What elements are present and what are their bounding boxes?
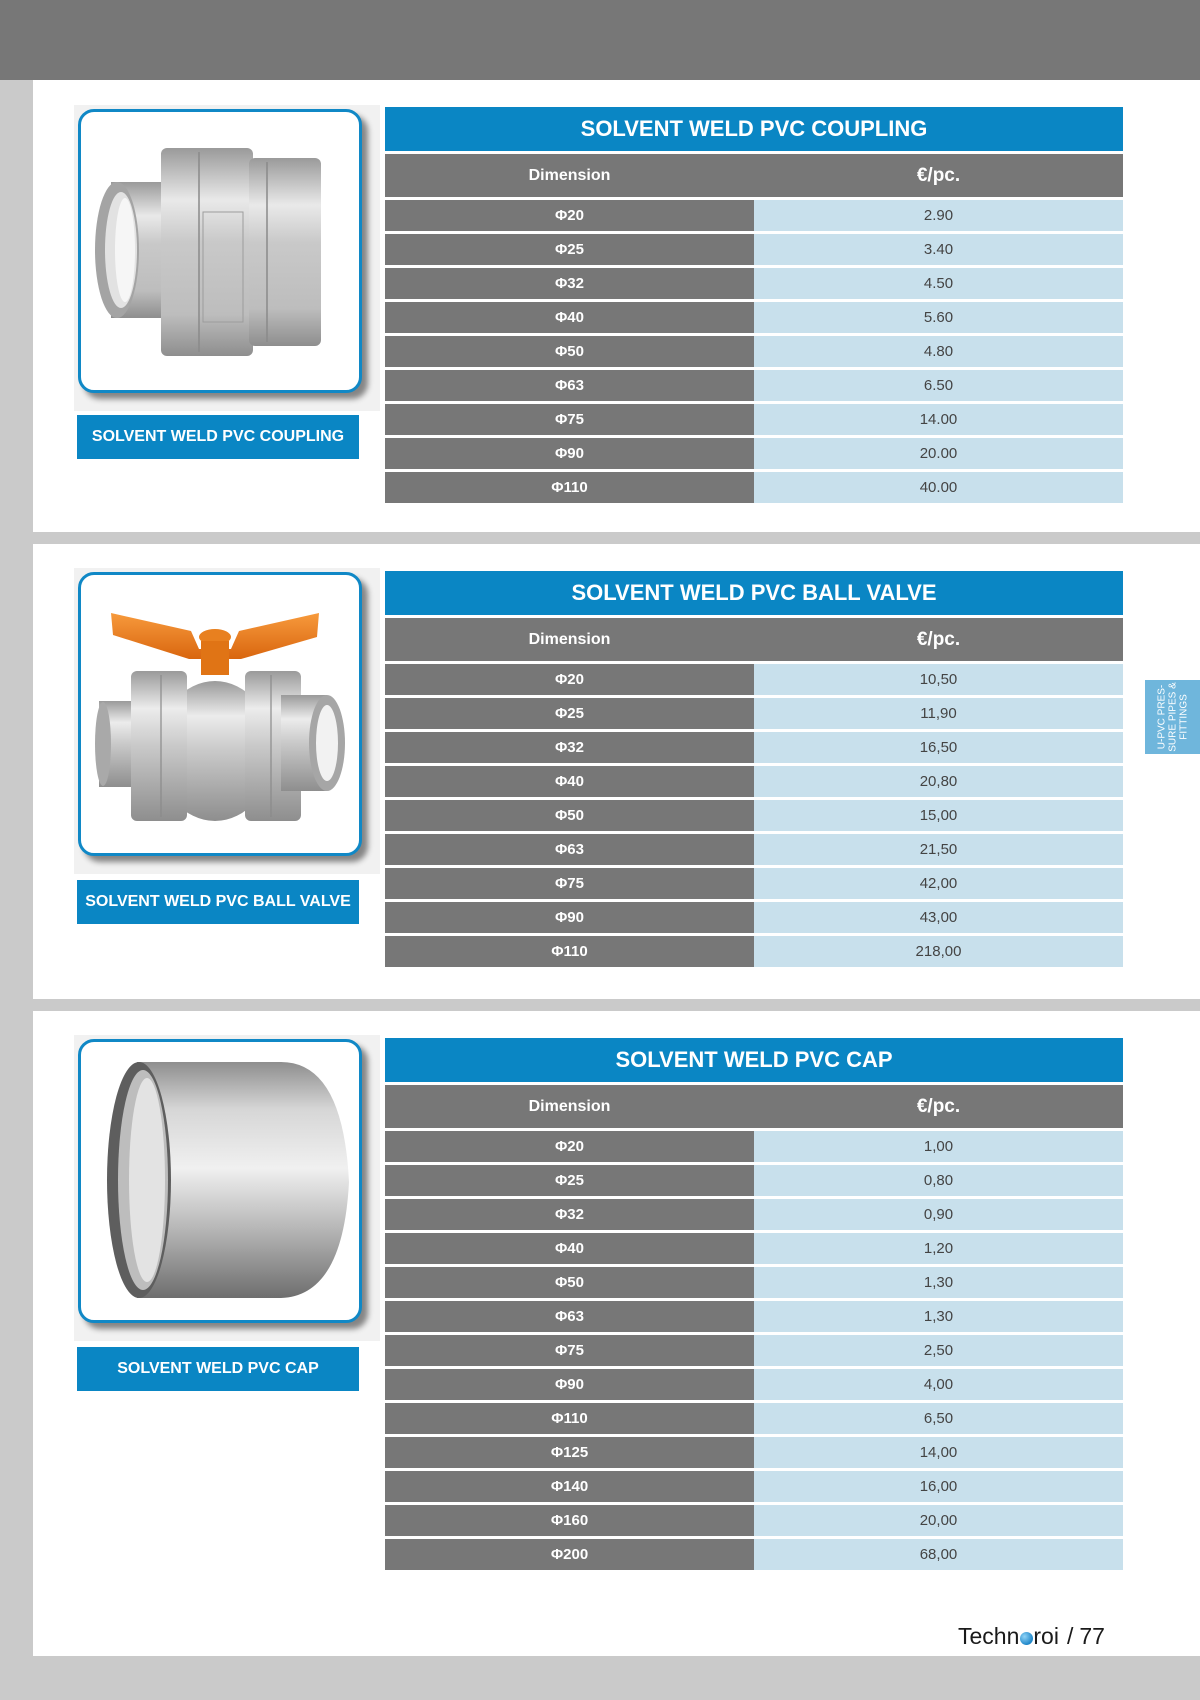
price-cell: 20,00	[754, 1505, 1123, 1536]
price-cell: 16,50	[754, 732, 1123, 763]
price-table-ball-valve	[385, 571, 1123, 970]
top-header-bar	[0, 0, 1200, 80]
table-row	[385, 732, 1123, 763]
table-row	[385, 268, 1123, 299]
price-cell: 42,00	[754, 868, 1123, 899]
table-row	[385, 336, 1123, 367]
table-row	[385, 438, 1123, 469]
dimension-cell: Φ32	[385, 1199, 754, 1230]
table-row	[385, 370, 1123, 401]
price-cell: 2.90	[754, 200, 1123, 231]
table-header-row	[385, 154, 1123, 197]
product-photo-frame	[74, 105, 380, 411]
price-cell: 11,90	[754, 698, 1123, 729]
table-row	[385, 936, 1123, 967]
product-panel-coupling	[33, 80, 1200, 532]
table-row	[385, 1233, 1123, 1264]
dimension-cell: Φ75	[385, 1335, 754, 1366]
dimension-cell: Φ90	[385, 1369, 754, 1400]
dimension-cell: Φ50	[385, 1267, 754, 1298]
price-cell: 6,50	[754, 1403, 1123, 1434]
product-caption: SOLVENT WELD PVC COUPLING	[77, 415, 359, 459]
table-row	[385, 1131, 1123, 1162]
table-header-row	[385, 618, 1123, 661]
table-row	[385, 1165, 1123, 1196]
price-cell: 2,50	[754, 1335, 1123, 1366]
price-cell: 1,20	[754, 1233, 1123, 1264]
product-photo-frame	[74, 568, 380, 874]
dimension-column-header: Dimension	[528, 630, 611, 648]
coupling-image	[78, 109, 362, 393]
table-row	[385, 404, 1123, 435]
dimension-column-header: Dimension	[528, 1097, 611, 1115]
price-cell: 3.40	[754, 234, 1123, 265]
table-row	[385, 1403, 1123, 1434]
dimension-cell: Φ50	[385, 336, 754, 367]
table-title: SOLVENT WELD PVC COUPLING	[385, 107, 1123, 151]
table-row	[385, 472, 1123, 503]
table-title: SOLVENT WELD PVC CAP	[385, 1038, 1123, 1082]
dimension-cell: Φ110	[385, 472, 754, 503]
dimension-cell: Φ90	[385, 438, 754, 469]
ball-valve-image	[78, 572, 362, 856]
dimension-cell: Φ20	[385, 1131, 754, 1162]
dimension-cell: Φ40	[385, 766, 754, 797]
dimension-cell: Φ75	[385, 868, 754, 899]
price-table-cap	[385, 1038, 1123, 1573]
product-photo-frame	[74, 1035, 380, 1341]
dimension-column-header: Dimension	[528, 166, 611, 184]
table-row	[385, 1335, 1123, 1366]
price-column-header: €/pc.	[916, 628, 961, 650]
dimension-cell: Φ63	[385, 1301, 754, 1332]
chapter-side-tab[interactable]	[1145, 680, 1200, 754]
dimension-cell: Φ63	[385, 370, 754, 401]
price-cell: 43,00	[754, 902, 1123, 933]
price-cell: 1,30	[754, 1301, 1123, 1332]
table-row	[385, 302, 1123, 333]
dimension-cell: Φ110	[385, 936, 754, 967]
dimension-cell: Φ75	[385, 404, 754, 435]
table-row	[385, 1199, 1123, 1230]
table-title: SOLVENT WELD PVC BALL VALVE	[385, 571, 1123, 615]
price-cell: 4,00	[754, 1369, 1123, 1400]
brand-logo-text-end: roi	[1033, 1623, 1059, 1649]
chapter-side-tab-label: U-PVC PRES-SURE PIPES & FITTINGS	[1156, 682, 1189, 752]
table-row	[385, 766, 1123, 797]
price-cell: 40.00	[754, 472, 1123, 503]
table-row	[385, 1301, 1123, 1332]
table-row	[385, 698, 1123, 729]
table-row	[385, 1437, 1123, 1468]
table-row	[385, 868, 1123, 899]
table-row	[385, 1471, 1123, 1502]
price-cell: 68,00	[754, 1539, 1123, 1570]
price-cell: 15,00	[754, 800, 1123, 831]
dimension-cell: Φ90	[385, 902, 754, 933]
price-cell: 4.50	[754, 268, 1123, 299]
table-row	[385, 834, 1123, 865]
table-row	[385, 902, 1123, 933]
dimension-cell: Φ25	[385, 1165, 754, 1196]
price-cell: 20.00	[754, 438, 1123, 469]
price-table-coupling	[385, 107, 1123, 506]
page-number: 77	[1079, 1623, 1105, 1649]
table-row	[385, 664, 1123, 695]
dimension-cell: Φ25	[385, 698, 754, 729]
price-column-header: €/pc.	[916, 164, 961, 186]
product-panel-cap	[33, 1011, 1200, 1656]
price-cell: 218,00	[754, 936, 1123, 967]
price-cell: 4.80	[754, 336, 1123, 367]
dimension-cell: Φ20	[385, 664, 754, 695]
product-caption: SOLVENT WELD PVC CAP	[77, 1347, 359, 1391]
table-row	[385, 200, 1123, 231]
dimension-cell: Φ20	[385, 200, 754, 231]
table-row	[385, 1267, 1123, 1298]
price-cell: 0,90	[754, 1199, 1123, 1230]
price-cell: 20,80	[754, 766, 1123, 797]
price-cell: 10,50	[754, 664, 1123, 695]
table-row	[385, 1539, 1123, 1570]
dimension-cell: Φ32	[385, 268, 754, 299]
price-cell: 1,00	[754, 1131, 1123, 1162]
dimension-cell: Φ25	[385, 234, 754, 265]
dimension-cell: Φ140	[385, 1471, 754, 1502]
table-row	[385, 800, 1123, 831]
price-cell: 21,50	[754, 834, 1123, 865]
dimension-cell: Φ32	[385, 732, 754, 763]
table-row	[385, 1369, 1123, 1400]
dimension-cell: Φ40	[385, 302, 754, 333]
dimension-cell: Φ200	[385, 1539, 754, 1570]
dimension-cell: Φ50	[385, 800, 754, 831]
product-panel-ball-valve	[33, 544, 1200, 999]
table-row	[385, 1505, 1123, 1536]
footer-brand	[958, 1623, 1105, 1650]
cap-image	[78, 1039, 362, 1323]
dimension-cell: Φ110	[385, 1403, 754, 1434]
price-cell: 0,80	[754, 1165, 1123, 1196]
dimension-cell: Φ40	[385, 1233, 754, 1264]
table-header-row	[385, 1085, 1123, 1128]
price-cell: 5.60	[754, 302, 1123, 333]
dimension-cell: Φ160	[385, 1505, 754, 1536]
price-column-header: €/pc.	[916, 1095, 961, 1117]
price-cell: 1,30	[754, 1267, 1123, 1298]
table-row	[385, 234, 1123, 265]
price-cell: 16,00	[754, 1471, 1123, 1502]
price-cell: 14.00	[754, 404, 1123, 435]
dimension-cell: Φ63	[385, 834, 754, 865]
price-cell: 6.50	[754, 370, 1123, 401]
product-caption: SOLVENT WELD PVC BALL VALVE	[77, 880, 359, 924]
page-separator: /	[1066, 1623, 1074, 1649]
brand-logo-text-start: Techn	[958, 1623, 1020, 1649]
brand-logo-ball-icon	[1020, 1632, 1033, 1645]
price-cell: 14,00	[754, 1437, 1123, 1468]
dimension-cell: Φ125	[385, 1437, 754, 1468]
